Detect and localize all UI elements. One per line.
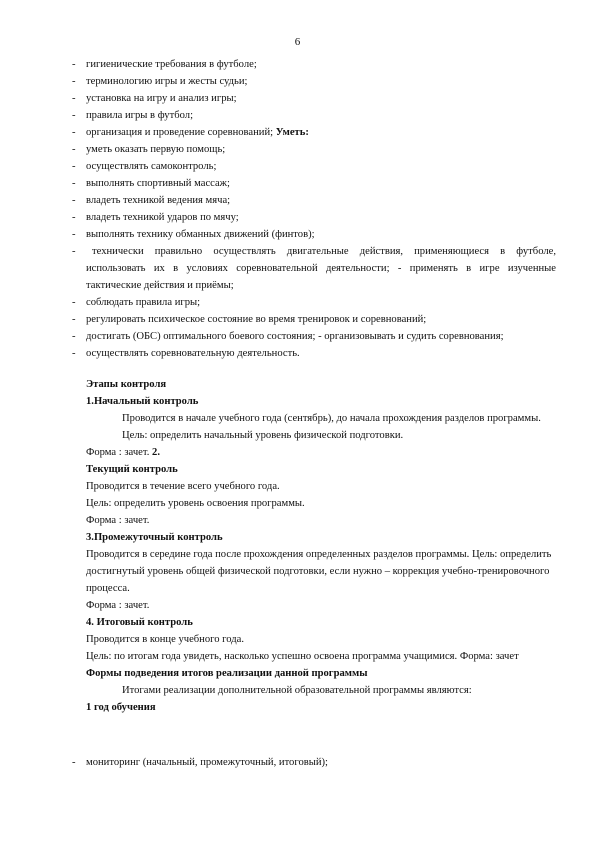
bullet-dash: -	[72, 348, 76, 359]
bullet-dash: -	[72, 76, 76, 87]
final-control-goal: Цель: по итогам года увидеть, насколько успешно освоена программа учащимися. Форма: зачет	[86, 651, 519, 662]
initial-control-text: Проводится в начале учебного года (сентябрь), до начала прохождения разделов программы.	[122, 413, 541, 424]
list-item: - соблюдать правила игры;	[72, 294, 556, 311]
list-item: - выполнять спортивный массаж;	[72, 175, 556, 192]
list-item: - регулировать психическое состояние во время тренировок и соревнований;	[72, 311, 556, 328]
bullet-dash: -	[72, 59, 76, 70]
section-number: 2.	[152, 447, 160, 458]
list-item: - выполнять технику обманных движений (финтов);	[72, 226, 556, 243]
intermediate-control-heading: 3.Промежуточный контроль	[86, 532, 223, 543]
bullet-dash: -	[72, 127, 76, 138]
current-control-heading: Текущий контроль	[86, 464, 178, 475]
skills-label: Уметь:	[275, 127, 309, 138]
list-item: - осуществлять самоконтроль;	[72, 158, 556, 175]
results-heading: Формы подведения итогов реализации данной программы	[86, 668, 368, 679]
list-item: - установка на игру и анализ игры;	[72, 90, 556, 107]
bullet-dash: -	[72, 246, 76, 257]
bullet-dash: -	[72, 229, 76, 240]
list-item: - организация и проведение соревнований; Уметь:	[72, 124, 556, 141]
bullet-dash: -	[72, 314, 76, 325]
list-item: - достигать (ОБС) оптимального боевого состояния; - организовывать и судить соревнования;	[72, 328, 556, 345]
final-control-heading: 4. Итоговый контроль	[86, 617, 193, 628]
current-control-text: Проводится в течение всего учебного года.	[86, 481, 280, 492]
bullet-dash: -	[72, 178, 76, 189]
bullet-dash: -	[72, 757, 76, 768]
control-section	[86, 376, 556, 716]
initial-control-goal: Цель: определить начальный уровень физической подготовки.	[122, 430, 404, 441]
bullet-dash: -	[72, 195, 76, 206]
list-item: - владеть техникой ведения мяча;	[72, 192, 556, 209]
year-heading: 1 год обучения	[86, 702, 156, 713]
bullet-dash: -	[72, 144, 76, 155]
current-control-goal: Цель: определить уровень освоения программы.	[86, 498, 305, 509]
current-control-form: Форма : зачет.	[86, 515, 150, 526]
initial-control-form: Форма : зачет. 2.	[86, 447, 160, 458]
list-item: - терминологию игры и жесты судьи;	[72, 73, 556, 90]
list-item: - уметь оказать первую помощь;	[72, 141, 556, 158]
bullet-dash: -	[72, 297, 76, 308]
results-intro: Итогами реализации дополнительной образовательной программы являются:	[122, 685, 472, 696]
bullet-dash: -	[72, 331, 76, 342]
list-item: - правила игры в футбол;	[72, 107, 556, 124]
intermediate-control-form: Форма : зачет.	[86, 600, 150, 611]
list-item: - гигиенические требования в футболе;	[72, 56, 556, 73]
list-item: - технически правильно осуществлять двигательные действия, применяющиеся в футболе, использовать их в условиях соревновательной деятельности; - применять в игре изученные тактические действия и приёмы;	[72, 243, 556, 294]
bullet-dash: -	[72, 93, 76, 104]
bullet-dash: -	[72, 212, 76, 223]
skills-list	[72, 56, 556, 362]
final-control-text: Проводится в конце учебного года.	[86, 634, 244, 645]
intermediate-control-text: Проводится в середине года после прохождения определенных разделов программы. Цель: определить достигнутый уровень общей физической подготовки, если нужно – коррекция учебно-тренировочного процесса.	[86, 549, 552, 594]
control-title: Этапы контроля	[86, 379, 167, 390]
list-item: - осуществлять соревновательную деятельность.	[72, 345, 556, 362]
bullet-dash: -	[72, 110, 76, 121]
list-item: - владеть техникой ударов по мячу;	[72, 209, 556, 226]
bullet-dash: -	[72, 161, 76, 172]
initial-control-heading: 1.Начальный контроль	[86, 396, 199, 407]
page-number: 6	[294, 36, 301, 48]
list-item: - мониторинг (начальный, промежуточный, итоговый);	[72, 754, 570, 771]
